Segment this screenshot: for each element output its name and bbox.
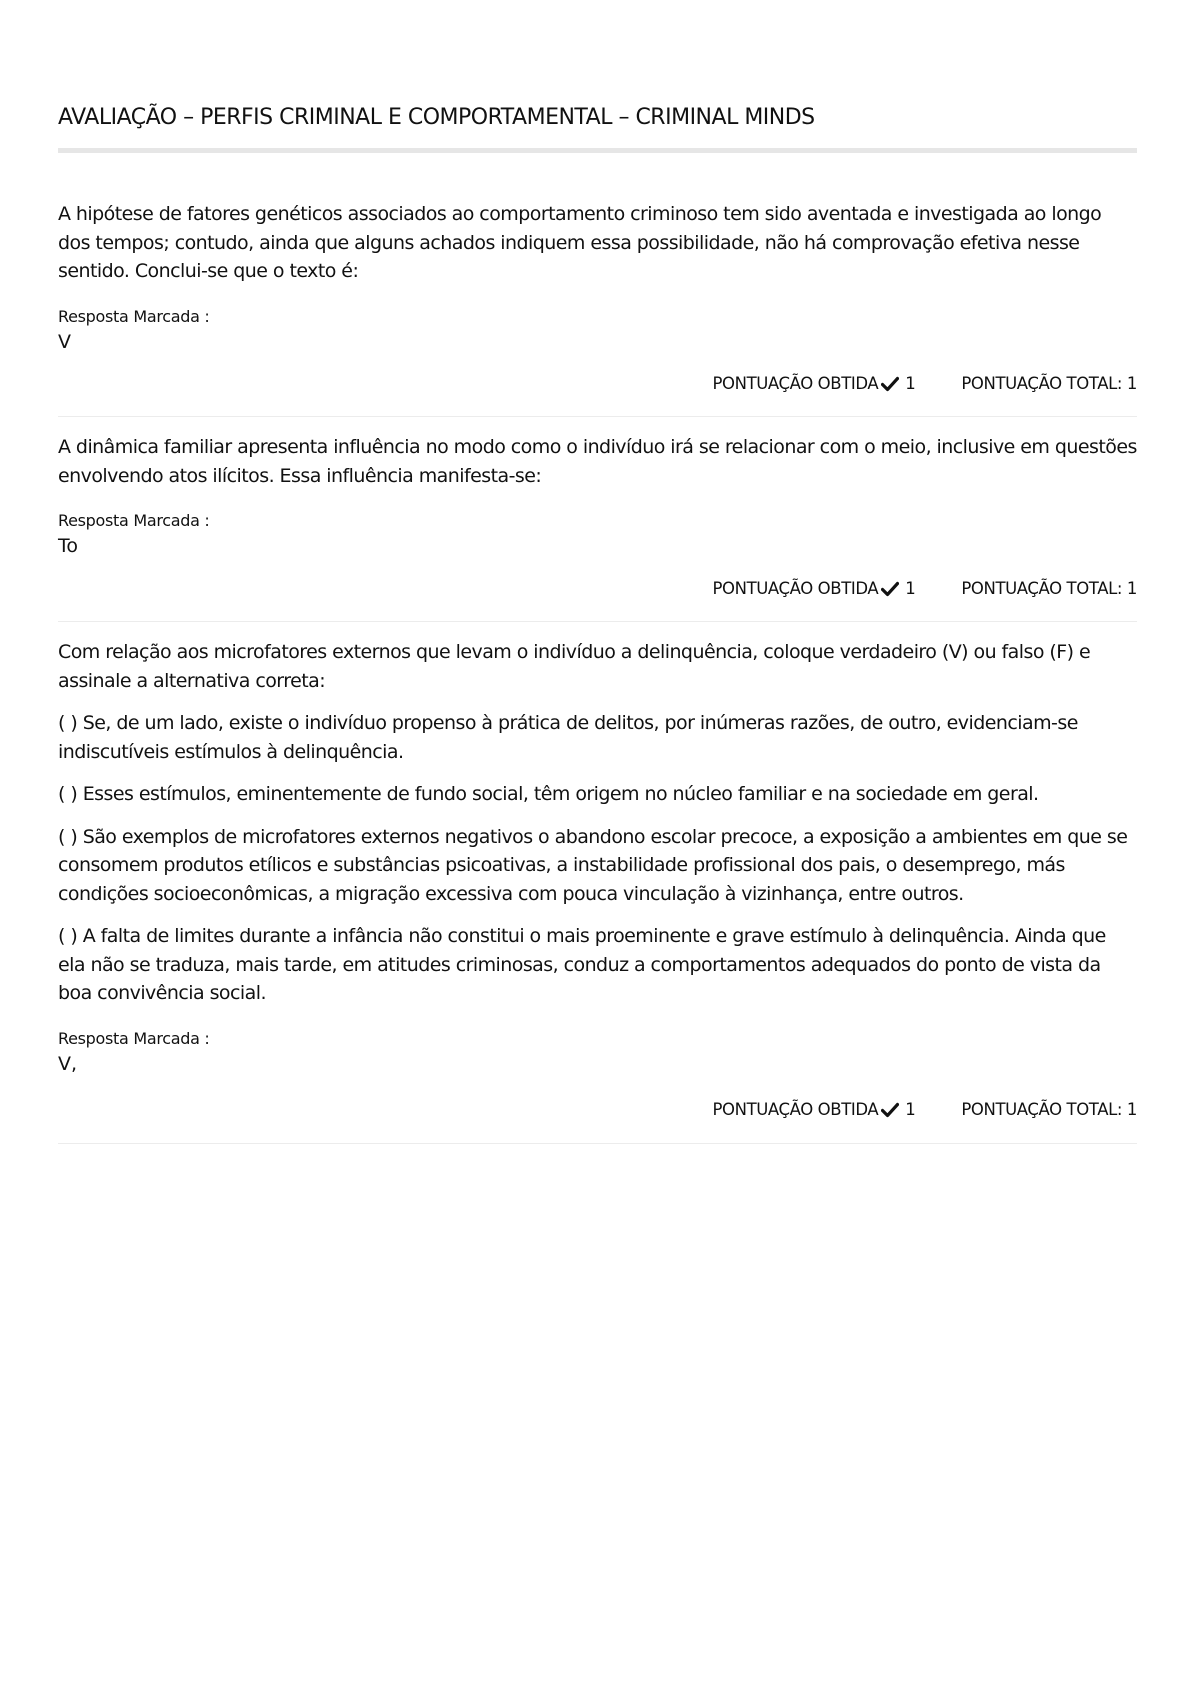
- question-2: [58, 433, 1137, 622]
- question-statement: ( ) A falta de limites durante a infância não constitui o mais proeminente e grave estímulo à delinquência. Ainda que ela não se traduza, mais tarde, em atitudes criminosas, conduz a comportamentos adequados do ponto de vista da boa convivência social.: [58, 925, 1106, 1004]
- question-3: [58, 638, 1137, 1144]
- score-obtained-label: PONTUAÇÃO OBTIDA: [712, 1100, 879, 1119]
- answer-label: Resposta Marcada :: [58, 1028, 210, 1048]
- question-text: A hipótese de fatores genéticos associados ao comportamento criminoso tem sido aventada e investigada ao longo dos tempos; contudo, ainda que alguns achados indiquem essa possibilidade, não há comprovação efetiva nesse sentido. Conclui-se que o texto é:: [58, 203, 1102, 282]
- question-statement: ( ) Se, de um lado, existe o indivíduo propenso à prática de delitos, por inúmeras razões, de outro, evidenciam-se indiscutíveis estímulos à delinquência.: [58, 712, 1078, 763]
- score-obtained: [713, 579, 916, 598]
- score-obtained-value: 1: [905, 374, 916, 393]
- answer-value: To: [58, 535, 79, 557]
- score-row: [713, 1100, 1138, 1119]
- score-obtained: [713, 374, 916, 393]
- score-obtained-value: 1: [905, 579, 916, 598]
- score-obtained-value: 1: [905, 1100, 916, 1119]
- answer-label: Resposta Marcada :: [58, 306, 210, 326]
- question-text: Com relação aos microfatores externos que levam o indivíduo a delinquência, coloque verdadeiro (V) ou falso (F) e assinale a alternativa correta:: [58, 641, 1091, 692]
- score-total: PONTUAÇÃO TOTAL: 1: [961, 374, 1137, 393]
- question-statement: ( ) Esses estímulos, eminentemente de fundo social, têm origem no núcleo familiar e na sociedade em geral.: [58, 783, 1039, 805]
- score-total: PONTUAÇÃO TOTAL: 1: [961, 579, 1137, 598]
- score-obtained-label: PONTUAÇÃO OBTIDA: [712, 579, 879, 598]
- answer-value: V,: [58, 1052, 78, 1075]
- page-title: AVALIAÇÃO – PERFIS CRIMINAL E COMPORTAMENTAL – CRIMINAL MINDS: [58, 105, 815, 130]
- question-text: A dinâmica familiar apresenta influência no modo como o indivíduo irá se relacionar com o meio, inclusive em questões envolvendo atos ilícitos. Essa influência manifesta-se:: [58, 436, 1137, 487]
- score-obtained: [713, 1100, 916, 1119]
- answer-value: V: [58, 330, 71, 353]
- question-1: [58, 200, 1137, 417]
- question-statement: ( ) São exemplos de microfatores externos negativos o abandono escolar precoce, a exposição a ambientes em que se consomem produtos etílicos e substâncias psicoativas, a instabilidade profissional dos pais, o desemprego, más condições socioeconômicas, a migração excessiva com pouca vinculação à vizinhança, entre outros.: [58, 825, 1128, 905]
- check-icon: [881, 581, 899, 597]
- score-row: [713, 374, 1138, 393]
- score-total: PONTUAÇÃO TOTAL: 1: [961, 1100, 1137, 1119]
- title-divider: [58, 148, 1137, 153]
- check-icon: [881, 1102, 899, 1118]
- score-row: [713, 579, 1138, 598]
- score-obtained-label: PONTUAÇÃO OBTIDA: [712, 374, 879, 393]
- answer-label: Resposta Marcada :: [58, 511, 210, 530]
- check-icon: [881, 376, 899, 392]
